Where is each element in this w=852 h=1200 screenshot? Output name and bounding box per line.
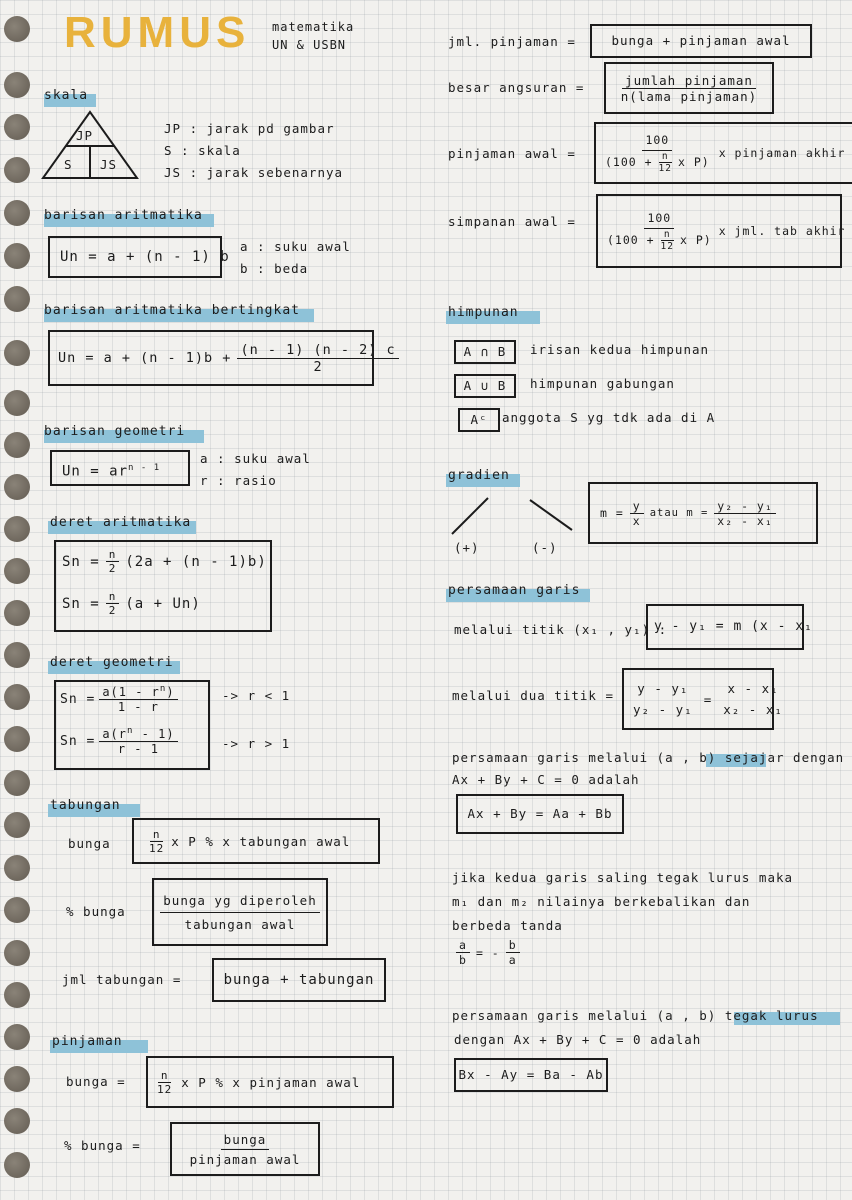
positive-label: (+) bbox=[454, 540, 480, 555]
triangle-top-label: JP bbox=[76, 128, 94, 143]
sejajar-line-1 bbox=[452, 750, 844, 765]
formula-rhs: (a + Un) bbox=[125, 595, 201, 612]
binder-hole bbox=[4, 855, 30, 881]
positive-slope-line bbox=[452, 498, 488, 534]
binder-hole bbox=[4, 812, 30, 838]
binder-hole bbox=[4, 157, 30, 183]
binder-hole bbox=[4, 114, 30, 140]
tegak-lurus-line-1 bbox=[452, 1008, 819, 1023]
fraction bbox=[237, 342, 398, 375]
set-symbol-box bbox=[458, 408, 500, 432]
fraction-numerator: a bbox=[456, 938, 470, 953]
binder-hole bbox=[4, 16, 30, 42]
heading-pinjaman: pinjaman bbox=[52, 1034, 123, 1049]
subtitle-line-2: UN & USBN bbox=[272, 38, 347, 52]
exponent: n bbox=[127, 726, 134, 736]
formula-text: Un = a + (n - 1) b bbox=[60, 249, 230, 265]
fraction-denominator bbox=[604, 229, 715, 252]
pinjaman-persen-label: % bunga = bbox=[64, 1138, 141, 1153]
set-symbol: Aᶜ bbox=[470, 412, 488, 427]
binder-hole bbox=[4, 1108, 30, 1134]
note-item: a : suku awal bbox=[240, 239, 351, 254]
fraction bbox=[106, 590, 120, 617]
formula-box bbox=[132, 818, 380, 864]
fraction-denominator: b bbox=[459, 953, 467, 967]
binder-hole bbox=[4, 1152, 30, 1178]
fraction-numerator bbox=[99, 726, 177, 742]
numerator-text: a(1 - r bbox=[102, 685, 160, 699]
fraction-denominator: tabungan awal bbox=[184, 916, 296, 932]
skala-legend bbox=[164, 118, 343, 184]
binder-hole bbox=[4, 340, 30, 366]
formula-row bbox=[62, 548, 267, 575]
fraction-numerator: bunga yg diperoleh bbox=[160, 893, 319, 913]
fraction-numerator: bunga bbox=[221, 1132, 270, 1150]
formula-box bbox=[596, 194, 846, 268]
formula-box bbox=[622, 668, 783, 730]
formula-row bbox=[60, 726, 178, 756]
binder-hole bbox=[4, 897, 30, 923]
formula-box bbox=[212, 958, 386, 1002]
note-item: a : suku awal bbox=[200, 451, 311, 466]
fraction-numerator: y - y₁ bbox=[637, 681, 689, 696]
fraction-denominator: x₂ - x₁ bbox=[723, 702, 783, 717]
denominator-part: (100 + bbox=[605, 155, 653, 169]
formula-text: Bx - Ay = Ba - Ab bbox=[458, 1067, 604, 1082]
binder-hole bbox=[4, 642, 30, 668]
formula-rhs: x P % x tabungan awal bbox=[171, 833, 351, 849]
legend-item: S : skala bbox=[164, 143, 241, 158]
subtitle-line-1: matematika bbox=[272, 20, 355, 34]
formula-text: bunga + pinjaman awal bbox=[611, 33, 791, 48]
fraction bbox=[160, 893, 319, 932]
tabungan-persen-label: % bunga bbox=[66, 904, 126, 919]
binder-hole bbox=[4, 516, 30, 542]
formula-exponent: n - 1 bbox=[128, 463, 161, 473]
formula-box bbox=[146, 1056, 394, 1108]
jml-pinjaman-label: jml. pinjaman = bbox=[448, 34, 576, 49]
fraction-denominator bbox=[602, 151, 713, 174]
formula-lhs: Sn = bbox=[60, 691, 96, 707]
formula-rhs: x P % x pinjaman awal bbox=[181, 1074, 361, 1090]
binder-hole bbox=[4, 390, 30, 416]
fraction bbox=[630, 681, 696, 717]
condition-label: -> r > 1 bbox=[222, 736, 291, 751]
binder-hole bbox=[4, 940, 30, 966]
tabungan-bunga-label: bunga bbox=[68, 836, 111, 851]
angsuran-label: besar angsuran = bbox=[448, 80, 585, 95]
formula-lhs: m = bbox=[600, 506, 624, 520]
heading-gradien: gradien bbox=[448, 468, 510, 483]
binder-hole bbox=[4, 243, 30, 269]
tegak-lurus-line-2: dengan Ax + By + C = 0 adalah bbox=[454, 1032, 702, 1047]
fraction-denominator: r - 1 bbox=[117, 742, 159, 756]
fraction bbox=[99, 684, 177, 714]
binder-hole bbox=[4, 684, 30, 710]
formula-box bbox=[456, 794, 624, 834]
formula-box bbox=[54, 680, 210, 770]
binder-hole bbox=[4, 1024, 30, 1050]
numerator-end: ) bbox=[166, 685, 175, 699]
formula-box bbox=[454, 1058, 608, 1092]
binder-hole bbox=[4, 72, 30, 98]
fraction-numerator: n bbox=[106, 548, 120, 562]
page-subtitle bbox=[272, 18, 354, 54]
melalui-titik-label: melalui titik (x₁ , y₁) : bbox=[454, 622, 668, 637]
set-description: anggota S yg tdk ada di A bbox=[502, 410, 716, 425]
fraction-numerator: y bbox=[630, 499, 644, 514]
formula-box bbox=[588, 482, 818, 544]
formula-text: bunga + tabungan bbox=[223, 972, 375, 988]
fraction bbox=[618, 73, 760, 104]
fraction-numerator: b bbox=[506, 938, 520, 953]
triangle-right-label: JS bbox=[100, 157, 118, 172]
note-item: r : rasio bbox=[200, 473, 277, 488]
formula-row bbox=[62, 590, 201, 617]
fraction-denominator: y₂ - y₁ bbox=[633, 702, 693, 717]
fraction bbox=[154, 1069, 175, 1096]
fraction-numerator: x - x₁ bbox=[727, 681, 779, 696]
formula-rhs: (2a + (n - 1)b) bbox=[125, 553, 267, 570]
denominator-part: x P) bbox=[680, 233, 712, 247]
set-symbol: A ∪ B bbox=[463, 378, 507, 393]
fraction bbox=[720, 681, 786, 717]
text-segment: persamaan garis melalui (a , b) bbox=[452, 1008, 717, 1023]
formula-box bbox=[594, 122, 852, 184]
skala-triangle-diagram bbox=[40, 110, 140, 182]
formula-lhs: Sn = bbox=[62, 553, 100, 570]
numerator-text: a(r bbox=[102, 727, 127, 741]
fraction-numerator: (n - 1) (n - 2) c bbox=[237, 342, 398, 359]
heading-deret-geometri: deret geometri bbox=[50, 655, 174, 670]
formula-box bbox=[48, 330, 396, 386]
negative-label: (-) bbox=[532, 540, 558, 555]
fraction-numerator: 100 bbox=[642, 133, 672, 151]
formula-box bbox=[170, 1122, 320, 1176]
heading-himpunan: himpunan bbox=[448, 305, 519, 320]
formula-box bbox=[646, 604, 813, 650]
simpanan-awal-label: simpanan awal = bbox=[448, 214, 576, 229]
fraction-numerator: y₂ - y₁ bbox=[714, 499, 775, 514]
fraction-denominator: x bbox=[632, 513, 641, 528]
set-symbol: A ∩ B bbox=[463, 344, 507, 359]
heading-skala: skala bbox=[44, 88, 89, 103]
fraction bbox=[99, 726, 177, 756]
fraction-denominator: pinjaman awal bbox=[189, 1151, 301, 1167]
melalui-dua-titik-label: melalui dua titik = bbox=[452, 688, 614, 703]
binder-hole bbox=[4, 200, 30, 226]
fraction-numerator: n bbox=[661, 229, 674, 241]
numerator-end: - 1) bbox=[133, 727, 175, 741]
heading-barisan-bertingkat: barisan aritmatika bertingkat bbox=[44, 303, 300, 318]
fraction-numerator: n bbox=[106, 590, 120, 604]
fraction-numerator: 100 bbox=[644, 211, 674, 229]
binder-hole bbox=[4, 726, 30, 752]
formula-box bbox=[590, 24, 812, 58]
fraction bbox=[658, 229, 677, 252]
fraction-numerator bbox=[99, 684, 177, 700]
set-description: himpunan gabungan bbox=[530, 376, 675, 391]
formula-notes bbox=[200, 448, 311, 492]
formula-lhs: Un = a + (n - 1)b + bbox=[58, 350, 232, 366]
fraction-denominator: 12 bbox=[149, 841, 165, 855]
text-line: berbeda tanda bbox=[452, 918, 563, 933]
fraction-denominator: a bbox=[508, 953, 517, 967]
heading-deret-aritmatika: deret aritmatika bbox=[50, 515, 192, 530]
fraction bbox=[506, 938, 520, 967]
legend-item: JP : jarak pd gambar bbox=[164, 121, 335, 136]
fraction-denominator: 2 bbox=[313, 358, 323, 375]
binder-hole bbox=[4, 474, 30, 500]
fraction-numerator: n bbox=[150, 828, 164, 842]
formula-notes bbox=[240, 236, 351, 280]
fraction bbox=[714, 499, 775, 528]
fraction-denominator: 12 bbox=[157, 1082, 173, 1096]
formula-text: Ax + By = Aa + Bb bbox=[467, 806, 613, 821]
formula-box bbox=[152, 878, 328, 946]
jml-tabungan-label: jml tabungan = bbox=[62, 972, 182, 987]
fraction bbox=[630, 499, 644, 528]
formula-text: y - y₁ = m (x - x₁ bbox=[654, 619, 813, 634]
highlighted-word: sejajar bbox=[724, 750, 785, 765]
fraction bbox=[146, 828, 167, 855]
formula-rhs: x jml. tab akhir bbox=[718, 224, 846, 238]
fraction-denominator: 2 bbox=[108, 562, 117, 575]
fraction bbox=[456, 938, 470, 967]
fraction-numerator: n bbox=[659, 151, 672, 163]
legend-item: JS : jarak sebenarnya bbox=[164, 165, 344, 180]
formula-base: Un = ar bbox=[62, 463, 129, 480]
text-line: m₁ dan m₂ nilainya berkebalikan dan bbox=[452, 894, 751, 909]
fraction-denominator: 12 bbox=[660, 240, 674, 252]
fraction bbox=[106, 548, 120, 575]
exponent: n bbox=[159, 684, 167, 694]
binder-hole bbox=[4, 770, 30, 796]
text-segment: dengan bbox=[793, 750, 845, 765]
negative-slope-line bbox=[530, 500, 572, 530]
note-item: b : beda bbox=[240, 261, 309, 276]
equals-sign: = bbox=[703, 691, 713, 707]
page-title: RUMUS bbox=[64, 8, 251, 57]
formula-box bbox=[54, 540, 272, 632]
set-symbol-box bbox=[454, 340, 516, 364]
denominator-part: (100 + bbox=[607, 233, 655, 247]
text-line: jika kedua garis saling tegak lurus maka bbox=[452, 870, 794, 885]
triangle-left-label: S bbox=[64, 157, 73, 172]
formula-rhs: x pinjaman akhir bbox=[718, 146, 846, 160]
formula-box bbox=[48, 236, 230, 278]
text-segment: persamaan garis melalui (a , b) bbox=[452, 750, 717, 765]
binder-hole bbox=[4, 982, 30, 1008]
binder-hole bbox=[4, 558, 30, 584]
fraction bbox=[604, 211, 715, 252]
highlighted-word: tegak lurus bbox=[724, 1008, 819, 1023]
formula-lhs: Sn = bbox=[60, 733, 96, 749]
fraction-denominator: 1 - r bbox=[117, 700, 159, 714]
set-symbol-box bbox=[454, 374, 516, 398]
denominator-part: x P) bbox=[678, 155, 710, 169]
heading-tabungan: tabungan bbox=[50, 798, 121, 813]
formula-row bbox=[60, 684, 178, 714]
pinjaman-awal-label: pinjaman awal = bbox=[448, 146, 576, 161]
binder-hole bbox=[4, 1066, 30, 1092]
binder-hole bbox=[4, 286, 30, 312]
set-description: irisan kedua himpunan bbox=[530, 342, 710, 357]
formula-lhs: Sn = bbox=[62, 595, 100, 612]
heading-barisan-aritmatika: barisan aritmatika bbox=[44, 208, 203, 223]
formula-box bbox=[50, 450, 190, 486]
reciprocal-formula bbox=[456, 938, 520, 967]
fraction-denominator: 12 bbox=[658, 162, 672, 174]
gradient-slope-icons bbox=[448, 494, 578, 536]
sejajar-line-2: Ax + By + C = 0 adalah bbox=[452, 772, 640, 787]
equals-sign: = - bbox=[475, 945, 500, 960]
tegak-lurus-explanation bbox=[452, 866, 793, 938]
fraction-numerator: n bbox=[158, 1069, 172, 1083]
fraction-denominator: n(lama pinjaman) bbox=[620, 88, 758, 104]
formula-box bbox=[604, 62, 774, 114]
fraction bbox=[656, 151, 675, 174]
pinjaman-bunga-label: bunga = bbox=[66, 1074, 126, 1089]
fraction bbox=[187, 1132, 304, 1167]
atau-label: atau m = bbox=[649, 507, 709, 519]
binder-hole bbox=[4, 432, 30, 458]
heading-persamaan-garis: persamaan garis bbox=[448, 583, 581, 598]
binder-hole bbox=[4, 600, 30, 626]
fraction-denominator: 2 bbox=[108, 604, 117, 617]
heading-barisan-geometri: barisan geometri bbox=[44, 424, 186, 439]
fraction bbox=[602, 133, 713, 174]
condition-label: -> r < 1 bbox=[222, 688, 291, 703]
fraction-denominator: x₂ - x₁ bbox=[717, 513, 773, 528]
fraction-numerator: jumlah pinjaman bbox=[622, 73, 756, 89]
